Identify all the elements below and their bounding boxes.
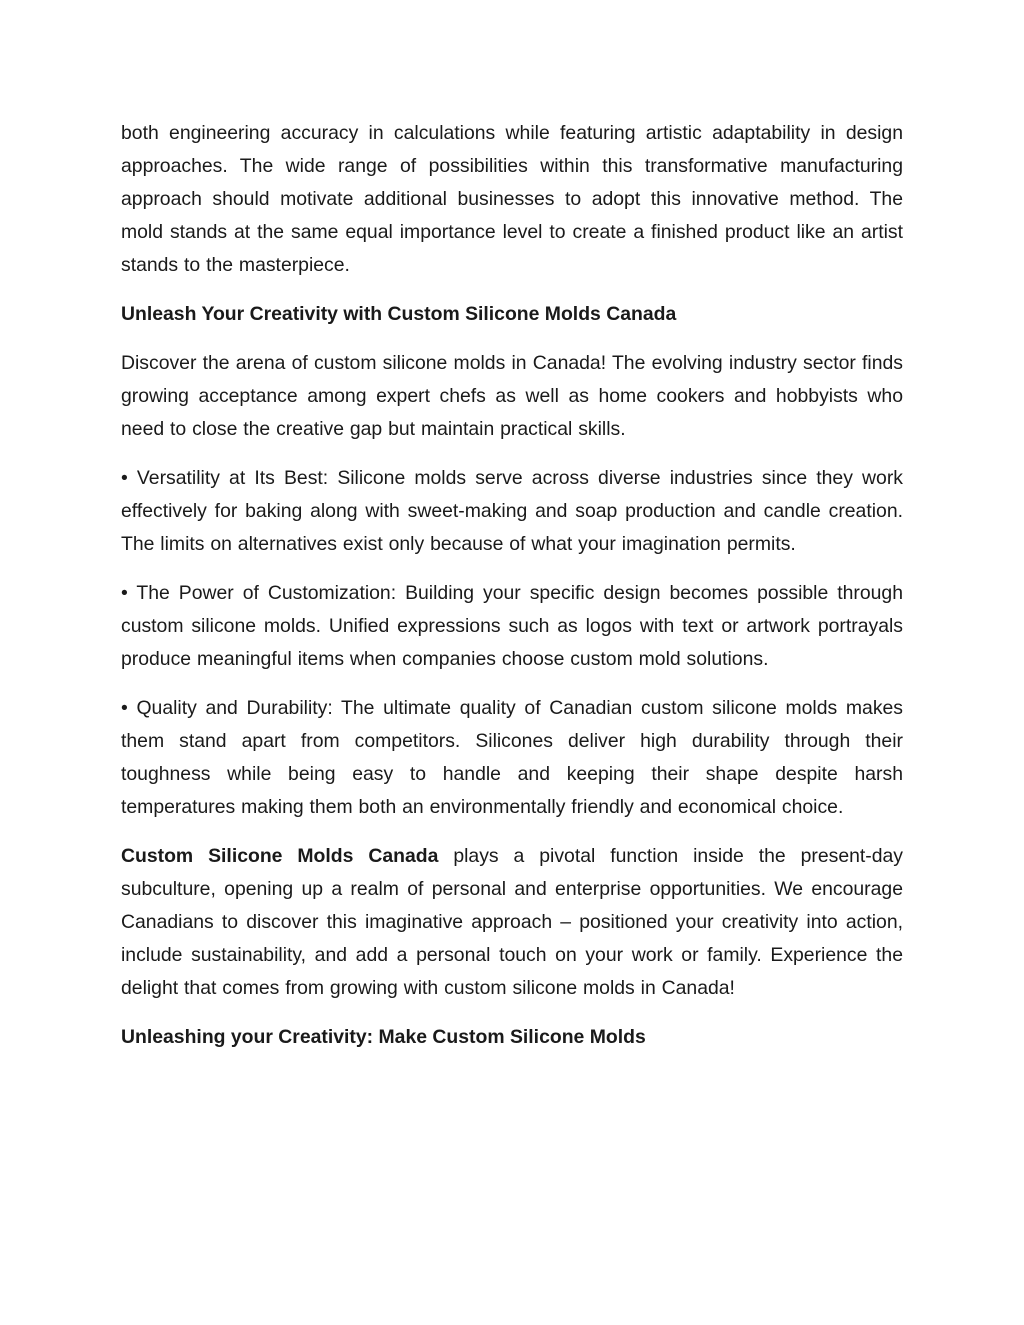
document-page (121, 117, 903, 1070)
bullet-versatility: • Versatility at Its Best: Silicone molds serve across diverse industries since they work effectively for baking along with sweet-making and soap production and candle creation. The limits on alternatives exist only because of what your imagination permits. (121, 467, 903, 555)
bullet-customization: • The Power of Customization: Building your specific design becomes possible through custom silicone molds. Unified expressions such as logos with text or artwork portrayals produce meaningful items when companies choose custom mold solutions. (121, 582, 903, 670)
bullet-quality: • Quality and Durability: The ultimate quality of Canadian custom silicone molds makes them stand apart from competitors. Silicones deliver high durability through their toughness while being easy to handle and keeping their shape despite harsh temperatures making them both an environmentally friendly and economical choice. (121, 697, 903, 818)
section-heading-make: Unleashing your Creativity: Make Custom Silicone Molds (121, 1026, 646, 1048)
intro-paragraph: both engineering accuracy in calculations while featuring artistic adaptability in design approaches. The wide range of possibilities within this transformative manufacturing approach should motivate additional businesses to adopt this innovative method. The mold stands at the same equal importance level to create a finished product like an artist stands to the masterpiece. (121, 122, 903, 276)
closing-text: plays a pivotal function inside the present-day subculture, opening up a realm of personal and enterprise opportunities. We encourage Canadians to discover this imaginative approach – positioned your creativity into action, include sustainability, and add a personal touch on your work or family. Experience the delight that comes from growing with custom silicone molds in Canada! (121, 845, 904, 999)
closing-paragraph (121, 840, 903, 1005)
discover-paragraph: Discover the arena of custom silicone molds in Canada! The evolving industry sector finds growing acceptance among expert chefs as well as home cookers and hobbyists who need to close the creative gap but maintain practical skills. (121, 352, 903, 440)
closing-bold-lead: Custom Silicone Molds Canada (121, 845, 439, 867)
section-heading-unleash: Unleash Your Creativity with Custom Silicone Molds Canada (121, 303, 677, 325)
